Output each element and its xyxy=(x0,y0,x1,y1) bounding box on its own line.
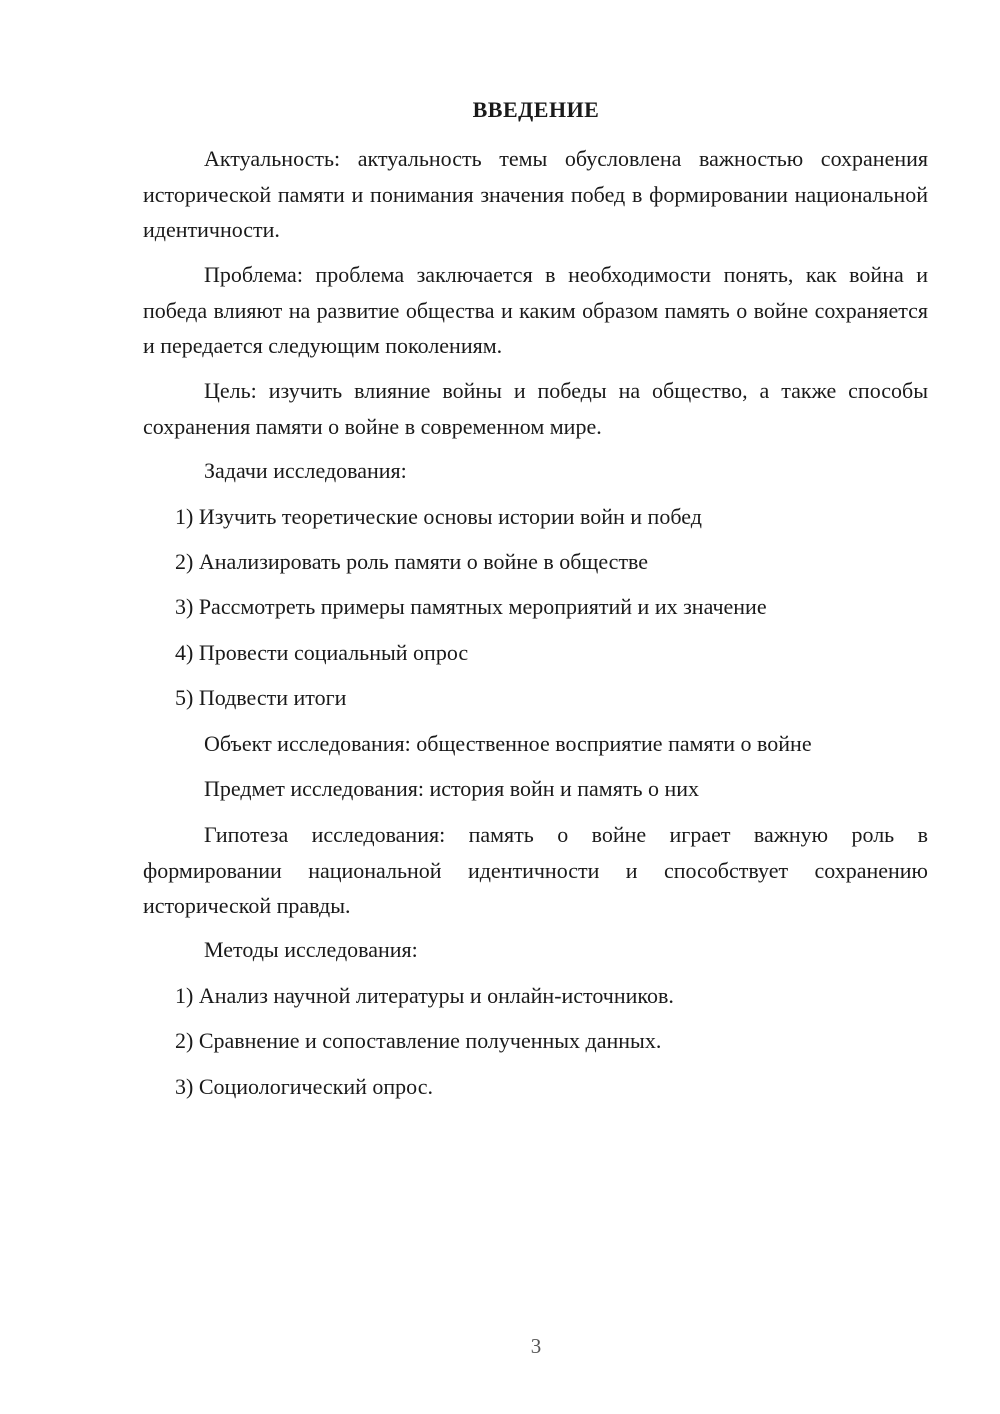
task-item: 1) Изучить теоретические основы истории войн и побед xyxy=(175,504,702,529)
task-item: 4) Провести социальный опрос xyxy=(175,640,469,665)
hypothesis-paragraph: Гипотеза исследования: память о войне играет важную роль в формировании национальной идентичности и способствует сохранению исторической правды. xyxy=(143,822,928,918)
goal-paragraph: Цель: изучить влияние войны и победы на общество, а также способы сохранения памяти о войне в современном мире. xyxy=(143,378,928,439)
task-item: 5) Подвести итоги xyxy=(175,685,347,710)
relevance-paragraph: Актуальность: актуальность темы обусловлена важностью сохранения исторической памяти и понимания значения побед в формировании национальной идентичности. xyxy=(143,146,928,242)
method-item: 2) Сравнение и сопоставление полученных данных. xyxy=(175,1028,662,1053)
section-title: ВВЕДЕНИЕ xyxy=(472,97,600,122)
method-item: 3) Социологический опрос. xyxy=(175,1074,433,1099)
task-item: 3) Рассмотреть примеры памятных мероприятий и их значение xyxy=(175,594,767,619)
problem-paragraph: Проблема: проблема заключается в необходимости понять, как война и победа влияют на развитие общества и каким образом память о войне сохраняется и передается следующим поколениям. xyxy=(143,262,928,358)
methods-heading: Методы исследования: xyxy=(204,937,418,962)
page-number: 3 xyxy=(530,1334,542,1358)
subject-line: Предмет исследования: история войн и память о них xyxy=(204,776,700,801)
method-item: 1) Анализ научной литературы и онлайн-источников. xyxy=(175,983,674,1008)
object-line: Объект исследования: общественное восприятие памяти о войне xyxy=(204,731,812,756)
tasks-heading: Задачи исследования: xyxy=(204,458,407,483)
task-item: 2) Анализировать роль памяти о войне в обществе xyxy=(175,549,649,574)
